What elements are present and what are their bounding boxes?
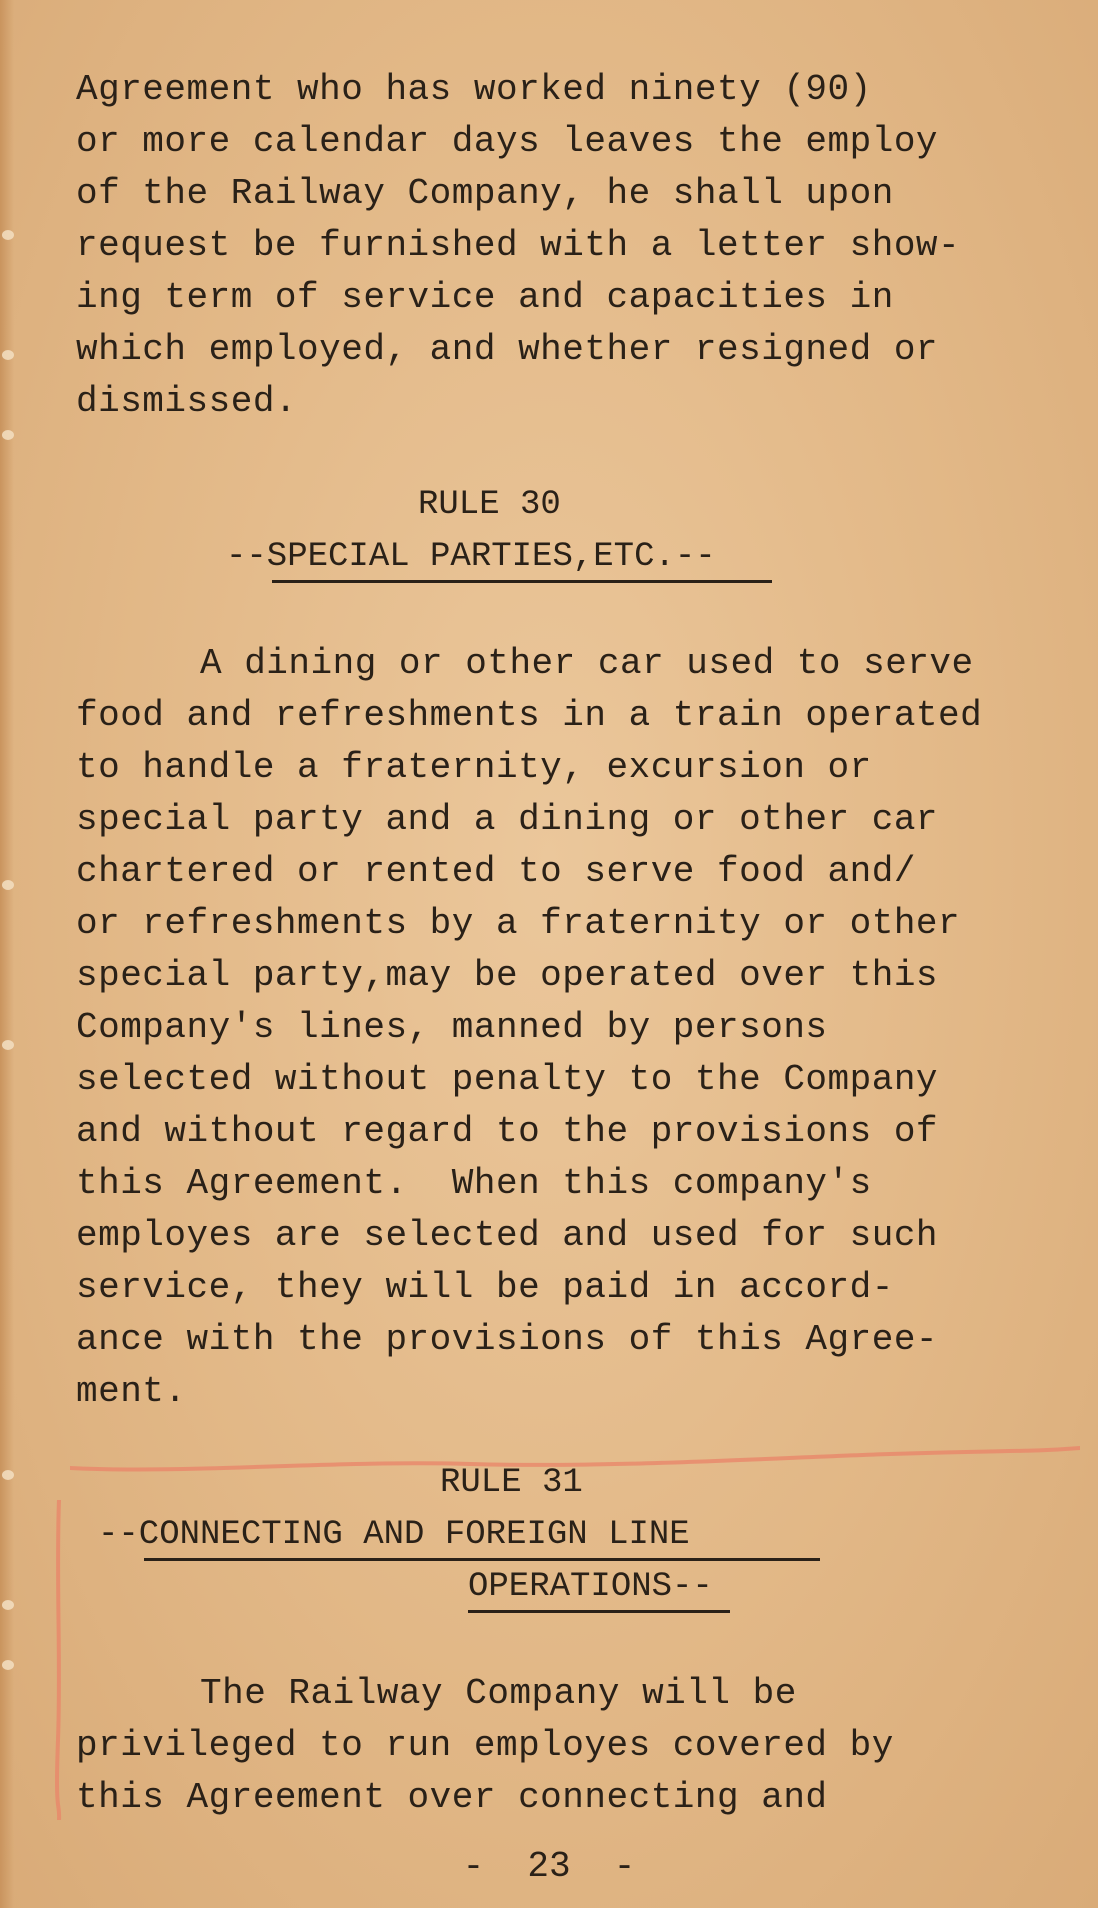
rule-30-line: Company's lines, manned by persons (76, 1007, 828, 1048)
rule-30-line: or refreshments by a fraternity or other (76, 903, 961, 944)
rule-30-line: this Agreement. When this company's (76, 1163, 872, 1204)
binding-hole (2, 1660, 14, 1670)
rule-31-title-line-2: OPERATIONS-- (468, 1568, 713, 1606)
rule-30-line: ance with the provisions of this Agree- (76, 1319, 939, 1360)
binding-hole (2, 1470, 14, 1480)
crayon-mark-vertical (52, 1500, 66, 1820)
intro-line: request be furnished with a letter show- (76, 225, 961, 266)
rule-30-underline (272, 580, 772, 583)
intro-line: or more calendar days leaves the employ (76, 121, 939, 162)
binding-hole (2, 350, 14, 360)
page-number: - 23 - (462, 1846, 636, 1887)
rule-30-line: food and refreshments in a train operated (76, 695, 983, 736)
rule-30-line: A dining or other car used to serve (200, 643, 974, 684)
rule-31-line: this Agreement over connecting and (76, 1777, 828, 1818)
paper-edge (0, 0, 14, 1908)
intro-line: dismissed. (76, 381, 298, 422)
binding-hole (2, 230, 14, 240)
rule-31-line: privileged to run employes covered by (76, 1725, 894, 1766)
binding-hole (2, 1600, 14, 1610)
rule-30-line: special party,may be operated over this (76, 955, 939, 996)
rule-30-title: --SPECIAL PARTIES,ETC.-- (226, 538, 716, 576)
intro-line: of the Railway Company, he shall upon (76, 173, 894, 214)
rule-30-number: RULE 30 (418, 486, 561, 524)
rule-30-line: to handle a fraternity, excursion or (76, 747, 872, 788)
binding-hole (2, 1040, 14, 1050)
rule-31-number: RULE 31 (440, 1464, 583, 1502)
rule-31-title-line-1: --CONNECTING AND FOREIGN LINE (98, 1516, 690, 1554)
rule-30-line: service, they will be paid in accord- (76, 1267, 894, 1308)
rule-30-line: and without regard to the provisions of (76, 1111, 939, 1152)
intro-line: Agreement who has worked ninety (90) (76, 69, 872, 110)
binding-hole (2, 880, 14, 890)
rule-31-underline (144, 1558, 820, 1561)
rule-30-line: special party and a dining or other car (76, 799, 939, 840)
rule-30-line: employes are selected and used for such (76, 1215, 939, 1256)
rule-30-line: selected without penalty to the Company (76, 1059, 939, 1100)
rule-31-line: The Railway Company will be (200, 1673, 797, 1714)
rule-30-line: chartered or rented to serve food and/ (76, 851, 916, 892)
binding-hole (2, 430, 14, 440)
rule-30-line: ment. (76, 1371, 187, 1412)
intro-line: which employed, and whether resigned or (76, 329, 939, 370)
intro-line: ing term of service and capacities in (76, 277, 894, 318)
rule-31-underline (468, 1610, 730, 1613)
